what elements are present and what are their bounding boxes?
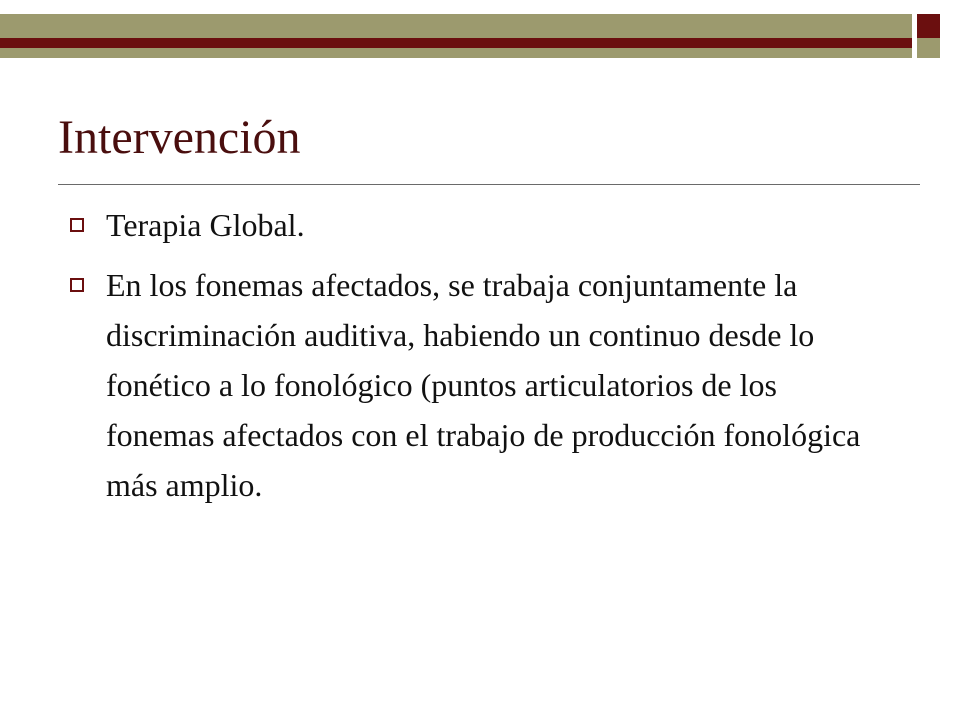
bullet-item [70,260,870,510]
bullet-item [70,200,870,250]
slide-title: Intervención [58,111,301,164]
header-corner-red-block [917,14,940,38]
header-corner-olive-block [917,38,940,58]
bullet-text: En los fonemas afectados, se trabaja conjuntamente la discriminación auditiva, habiendo un continuo desde lo fonético a lo fonológico (puntos articulatorios de los fonemas afectados con el trabajo de producción fonológica más amplio. [106,267,861,503]
bullet-list [70,200,870,520]
header-band-olive-bottom [0,48,912,58]
hollow-square-icon [70,278,84,292]
header-decoration-bar [0,14,960,58]
bullet-text: Terapia Global. [106,207,305,243]
title-divider [58,184,920,185]
header-band-red [0,38,912,48]
hollow-square-icon [70,218,84,232]
header-band-olive-top [0,14,912,38]
